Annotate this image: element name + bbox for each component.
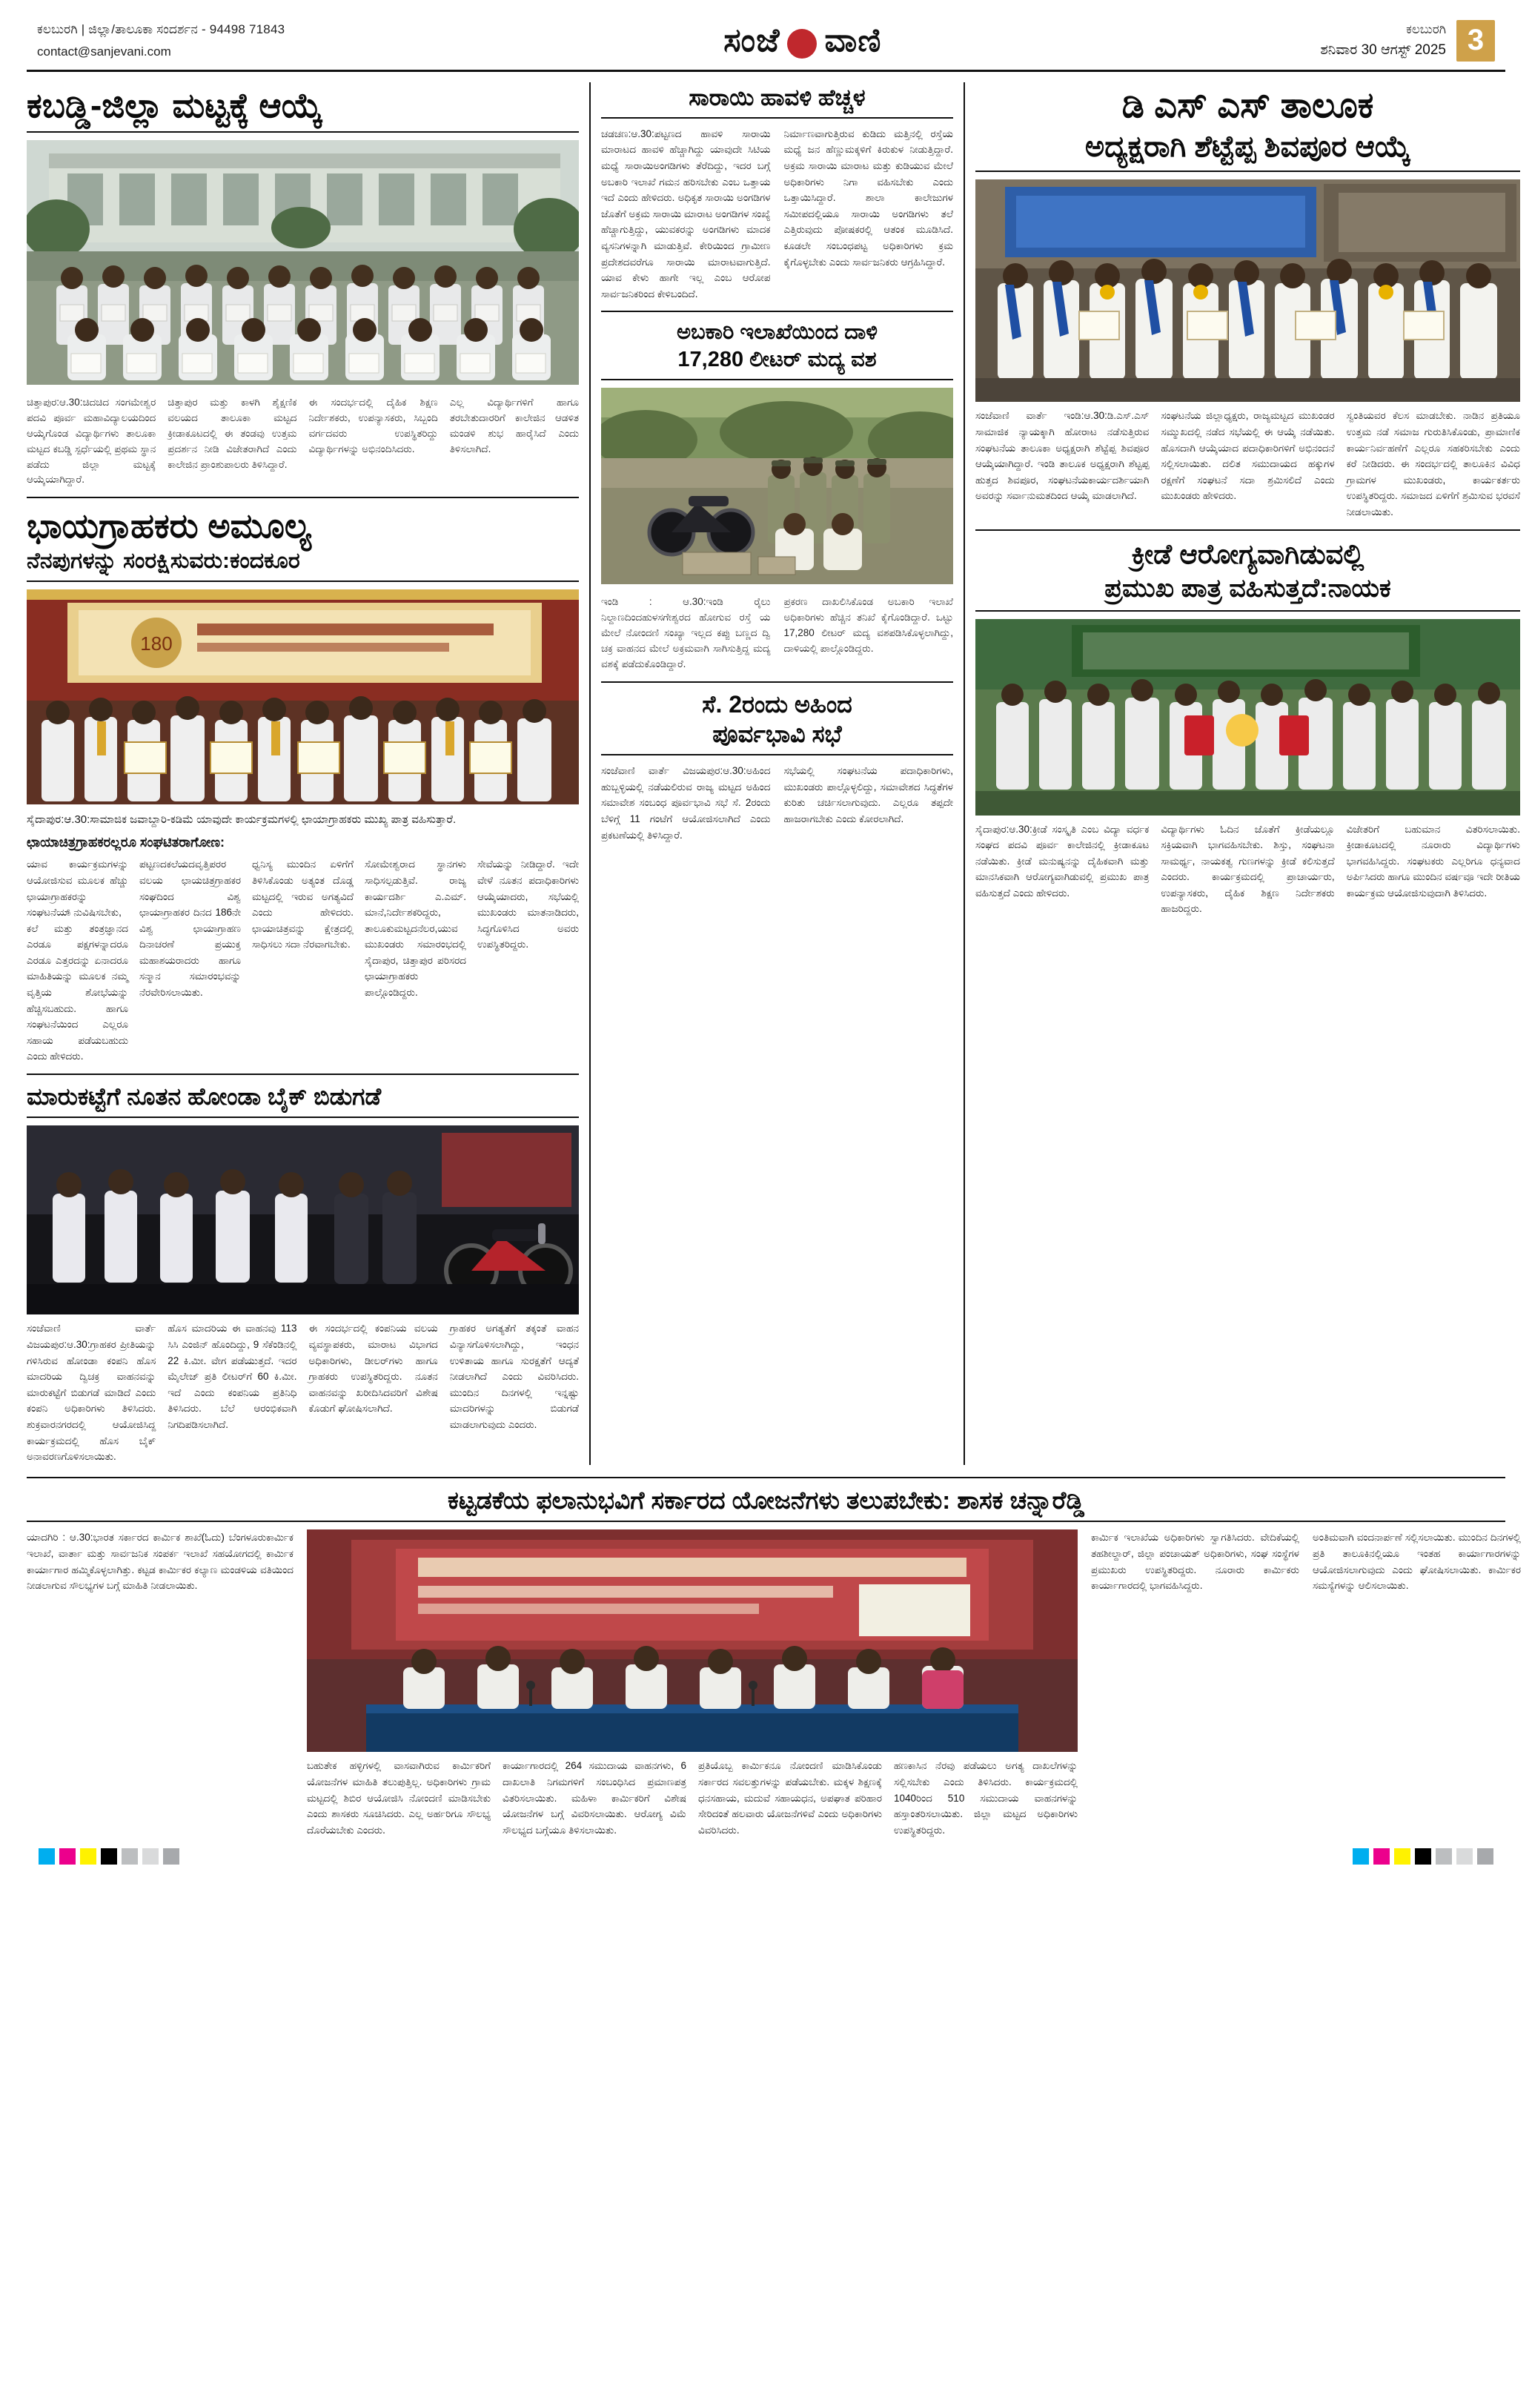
story-dss-headline-1: ಡಿ ಎಸ್ ಎಸ್ ತಾಲೂಕ xyxy=(1121,85,1374,125)
masthead-title-part2: ವಾಣಿ xyxy=(824,22,882,59)
body-col: ಹೊಸ ಮಾದರಿಯ ಈ ವಾಹನವು 113 ಸಿಸಿ ಎಂಜಿನ್ ಹೊಂದಿದ್ದು, 9 ಸೆಕೆಂಡಿನಲ್ಲಿ 22 ಕಿ.ಮೀ. ವೇಗ ಪಡೆಯುತ್ತದೆ. ಇದರ ಮೈಲೇಜ್ ಪ್ರತಿ ಲೀಟರ್‌ಗೆ 60 ಕಿ.ಮೀ. ಇದೆ ಎಂದು ಕಂಪನಿಯ ಪ್ರತಿನಿಧಿ ತಿಳಿಸಿದರು. ಬೆಲೆ ಆರಂಭಿಕವಾಗಿ ನಿಗದಿಪಡಿಸಲಾಗಿದೆ. xyxy=(168,1323,297,1430)
story-kabaddi xyxy=(27,85,579,489)
story-kabaddi-headline: ಕಬಡ್ಡಿ-ಜಿಲ್ಲಾ ಮಟ್ಟಕ್ಕೆ ಆಯ್ಕೆ xyxy=(27,85,579,133)
body-col: ನಿರ್ಮಾಣವಾಗುತ್ತಿರುವ ಕುಡಿದು ಮತ್ತಿನಲ್ಲಿ ರಸ್ತೆಯ ಮಧ್ಯೆ ಜನ ಹೆಣ್ಣುಮಕ್ಕಳಿಗೆ ಕಿರುಕುಳ ನೀಡುತ್ತಿದ್ದಾರೆ. ಅಕ್ರಮ ಸಾರಾಯಿ ಮಾರಾಟ ಮತ್ತು ಕುಡಿಯುವ ಮೇಲೆ ಅಧಿಕಾರಿಗಳು ನಿಗಾ ವಹಿಸಬೇಕು ಎಂದು ಒತ್ತಾಯಿಸಿದ್ದಾರೆ. ಶಾಲಾ ಕಾಲೇಜುಗಳ ಸಮೀಪದಲ್ಲಿಯೂ ಸಾರಾಯಿ ಅಂಗಡಿಗಳು ತಲೆ ಎತ್ತಿರುವುದು ಪೋಷಕರಲ್ಲಿ ಆತಂಕ ಮೂಡಿಸಿದೆ. ಕೂಡಲೇ ಸಂಬಂಧಪಟ್ಟ ಅಧಿಕಾರಿಗಳು ಕ್ರಮ ಕೈಗೊಳ್ಳಬೇಕು ಎಂದು ಸಾರ್ವಜನಿಕರು ಆಗ್ರಹಿಸಿದ್ದಾರೆ. xyxy=(783,128,953,268)
caption-col: ಪ್ರಕರಣ ದಾಖಲಿಸಿಕೊಂಡ ಅಬಕಾರಿ ಇಲಾಖೆ ಅಧಿಕಾರಿಗಳು ಹೆಚ್ಚಿನ ತನಿಖೆ ಕೈಗೊಂಡಿದ್ದಾರೆ. ಒಟ್ಟು 17,280 ಲೀಟರ್ ಮದ್ಯ ವಶಪಡಿಸಿಕೊಳ್ಳಲಾಗಿದ್ದು, ದಾಳಿಯಲ್ಲಿ ಪಾಲ್ಗೊಂಡಿದ್ದರು. xyxy=(783,595,953,654)
story-photographers xyxy=(27,506,579,1065)
divider xyxy=(975,529,1520,531)
story-dss-body xyxy=(975,408,1520,520)
masthead-contact-line2: contact@sanjevani.com xyxy=(37,44,171,59)
color-swatch xyxy=(101,1848,117,1865)
story-photographers-subhead: ನೆನಪುಗಳನ್ನು ಸಂರಕ್ಷಿಸುವರು:ಕಂದಕೂರ xyxy=(27,548,579,582)
story-sports-headline-2: ಪ್ರಮುಖ ಪಾತ್ರ ವಹಿಸುತ್ತದೆ:ನಾಯಕ xyxy=(975,573,1520,611)
photo-dss-felicitation xyxy=(975,179,1520,402)
body-col: ಸೋಮೇಶ್ವರಾದ ಸ್ಥಾನಗಳು ಸಾಧಿಸಲ್ಪಡುತ್ತಿವೆ. ರಾಜ್ಯ ಕಾರ್ಯದರ್ಶಿ ಎ.ಎಮ್. ಮಾನೆ,ನಿರ್ದೇಶಕರಿದ್ದರು, ತಾಲೂಕುಮಟ್ಟದನೆಲರ,ಯುವ ಮುಖಂಡರು ಸಮಾರಂಭದಲ್ಲಿ ಸೈದಾಪುರ, ಚಿತ್ತಾಪುರ ಪರಿಸರದ ಛಾಯಾಗ್ರಾಹಕರು ಪಾಲ್ಗೊಂಡಿದ್ದರು. xyxy=(365,859,466,999)
masthead xyxy=(27,0,1505,72)
masthead-title-part1: ಸಂಜೆ xyxy=(723,22,780,59)
divider xyxy=(601,311,953,312)
story-ahinda-headline-1: ಸೆ. 2ರಂದು ಅಹಿಂದ xyxy=(702,690,852,718)
masthead-date: ಶನಿವಾರ 30 ಆಗಸ್ಟ್ 2025 xyxy=(1320,42,1446,59)
story-ahinda-headline-2: ಪೂರ್ವಭಾವಿ ಸಭೆ xyxy=(601,720,953,755)
story-labour-workshop xyxy=(27,1477,1521,1839)
story-honda-headline: ಮಾರುಕಟ್ಟೆಗೆ ನೂತನ ಹೋಂಡಾ ಬೈಕ್ ಬಿಡುಗಡೆ xyxy=(27,1082,579,1118)
body-col: ಧ್ವನಿಸ್ಯ ಮುಂದಿನ ಏಳಿಗೆಗೆ ತಿಳಿಸಿಕೊಂಡು ಅತ್ಯಂತ ದೊಡ್ಡ ಮಟ್ಟದಲ್ಲಿ ಇರುವ ಅಗತ್ಯವಿದೆ ಎಂದು ಹೇಳಿದರು. ಛಾಯಾಚಿತ್ರವನ್ನು ಕ್ಷೇತ್ರದಲ್ಲಿ ಸಾಧಿಸಲು ಸದಾ ನೆರವಾಗಬೇಕು. xyxy=(252,859,354,950)
photo-photographers-stage xyxy=(27,589,579,804)
divider xyxy=(27,497,579,498)
story-sports-headline-1: ಕ್ರೀಡೆ ಆರೋಗ್ಯವಾಗಿಡುವಲ್ಲಿ xyxy=(1131,538,1364,569)
story-excise-headline-1: ಅಬಕಾರಿ ಇಲಾಖೆಯಿಂದ ದಾಳಿ xyxy=(676,320,878,345)
body-col: ಕಾರ್ಮಿಕ ಇಲಾಖೆಯ ಅಧಿಕಾರಿಗಳು ಸ್ವಾಗತಿಸಿದರು. ವೇದಿಕೆಯಲ್ಲಿ ತಹಶೀಲ್ದಾರ್, ಜಿಲ್ಲಾ ಪಂಚಾಯತ್ ಅಧಿಕಾರಿಗಳು, ಸಂಘ ಸಂಸ್ಥೆಗಳ ಪ್ರಮುಖರು ಉಪಸ್ಥಿತರಿದ್ದರು. ನೂರಾರು ಕಾರ್ಮಿಕರು ಕಾರ್ಯಾಗಾರದಲ್ಲಿ ಭಾಗವಹಿಸಿದ್ದರು. xyxy=(1091,1532,1299,1592)
color-swatch xyxy=(1373,1848,1390,1865)
color-swatch xyxy=(142,1848,159,1865)
story-photographers-body xyxy=(27,856,579,1065)
column-left xyxy=(27,82,579,1465)
body-col: ಸಂಜೆವಾಣಿ ವಾರ್ತೆ ವಿಜಯಪುರ:ಆ.30:ಗ್ರಾಹಕರ ಪ್ರೀತಿಯನ್ನು ಗಳಿಸಿರುವ ಹೋಂಡಾ ಕಂಪನಿ ಹೊಸ ಮಾದರಿಯ ದ್ವಿಚಕ್ರ ವಾಹನವನ್ನು ಮಾರುಕಟ್ಟೆಗೆ ಬಿಡುಗಡೆ ಮಾಡಿದೆ ಎಂದು ಕಂಪನಿ ಅಧಿಕಾರಿಗಳು ತಿಳಿಸಿದರು. ಶುಕ್ರವಾರನಗರದಲ್ಲಿ ಆಯೋಜಿಸಿದ್ದ ಕಾರ್ಯಕ್ರಮದಲ್ಲಿ ಹೊಸ ಬೈಕ್ ಅನಾವರಣಗೊಳಿಸಲಾಯಿತು. xyxy=(27,1323,156,1463)
story-ahinda-body xyxy=(601,763,953,843)
story-liquor xyxy=(601,84,953,302)
story-sports-body xyxy=(975,821,1520,918)
photo-honda-launch xyxy=(27,1125,579,1314)
masthead-date-block xyxy=(1320,19,1495,62)
divider xyxy=(601,681,953,683)
masthead-contact-line1: ಕಲಬುರಗಿ | ಜಿಲ್ಲಾ/ತಾಲೂಕಾ ಸಂದರ್ಶನ - 94498 71843 xyxy=(37,22,285,37)
registration-color-bar xyxy=(27,1838,1505,1881)
column-divider xyxy=(589,82,591,1465)
main-content xyxy=(27,72,1520,1465)
story-honda xyxy=(27,1082,579,1465)
story-labour-body-mid xyxy=(307,1758,1078,1838)
color-swatch xyxy=(1456,1848,1473,1865)
color-swatch xyxy=(1415,1848,1431,1865)
photo-kabaddi-group xyxy=(27,140,579,385)
body-col: ವಿಜೇತರಿಗೆ ಬಹುಮಾನ ವಿತರಿಸಲಾಯಿತು. ಕ್ರೀಡಾಕೂಟದಲ್ಲಿ ನೂರಾರು ವಿದ್ಯಾರ್ಥಿಗಳು ಭಾಗವಹಿಸಿದ್ದರು. ಸಂಘಟಕರು ಎಲ್ಲರಿಗೂ ಧನ್ಯವಾದ ಅರ್ಪಿಸಿದರು ಹಾಗೂ ಮುಂದಿನ ವರ್ಷವೂ ಇದೇ ರೀತಿಯ ಕಾರ್ಯಕ್ರಮ ಆಯೋಜಿಸುವುದಾಗಿ ತಿಳಿಸಿದರು. xyxy=(1346,823,1520,899)
story-honda-body xyxy=(27,1320,579,1464)
body-col: ಪಟ್ಟಣದಕಲೆಯದವೃತ್ತಿಪರರ ವಲಯ ಛಾಯಚಿತ್ರಗ್ರಾಹಕರ ಸಂಘದಿಂದ ವಿಶ್ವ ಛಾಯಾಗ್ರಾಹಕರ ದಿನದ 186ನೇ ವಿಶ್ವ ಛಾಯಾಗ್ರಾಹಣ ದಿನಾಚರಣೆ ಪ್ರಯುಕ್ತ ಮಹಾಶಯರಾದರು ಹಾಗೂ ಸನ್ಮಾನ ಸಮಾರಂಭವನ್ನು ನೆರವೇರಿಸಲಾಯಿತು. xyxy=(139,859,241,999)
story-liquor-headline: ಸಾರಾಯಿ ಹಾವಳಿ ಹೆಚ್ಚಳ xyxy=(601,84,953,119)
color-swatch xyxy=(1436,1848,1452,1865)
story-photographers-headline-pre: ಭಾಯ xyxy=(27,506,99,546)
body-col: ಯಾದಗಿರಿ : ಆ.30:ಭಾರತ ಸರ್ಕಾರದ ಕಾರ್ಮಿಕ ಶಾಖೆ(ಓದು) ಬೆಂಗಳೂರುಕಾರ್ಮಿಕ ಇಲಾಖೆ, ವಾರ್ತಾ ಮತ್ತು ಸಾರ್ವಜನಿಕ ಸಂಪರ್ಕ ಇಲಾಖೆ ಸಹಯೋಗದಲ್ಲಿ ಕಾರ್ಮಿಕ ಕಾರ್ಯಾಗಾರ ಹಮ್ಮಿಕೊಳ್ಳಲಾಗಿತ್ತು. ಕಟ್ಟಡ ಕಾರ್ಮಿಕರ ಕಲ್ಯಾಣ ಮಂಡಳಿಯ ವತಿಯಿಂದ ನೀಡಲಾಗುವ ಸೌಲಭ್ಯಗಳ ಬಗ್ಗೆ ಮಾಹಿತಿ ನೀಡಲಾಯಿತು. xyxy=(27,1532,294,1592)
story-excise-raid xyxy=(601,320,953,672)
masthead-edition: ಕಲಬುರಗಿ xyxy=(1406,22,1446,36)
story-excise-headline-2: 17,280 ಲೀಟರ್ ಮದ್ಯ ವಶ xyxy=(601,347,953,380)
photo-labour-workshop xyxy=(307,1529,1078,1752)
column-middle xyxy=(601,82,953,1465)
caption-col: ಚಿತ್ತಾಪುರ:ಆ.30:ಚಿದಚಿದ ಸಂಗಮೇಶ್ವರ ಪದವಿ ಪೂರ್ವ ಮಹಾವಿದ್ಯಾಲಯದಿಂದ ಆಯ್ಕೆಗೊಂಡ ವಿದ್ಯಾರ್ಥಿಗಳು ತಾಲೂಕಾ ಮಟ್ಟದ ಕಬಡ್ಡಿ ಸ್ಪರ್ಧೆಯಲ್ಲಿ ಪ್ರಥಮ ಸ್ಥಾನ ಪಡೆದು ಜಿಲ್ಲಾ ಮಟ್ಟಕ್ಕೆ ಆಯ್ಕೆಯಾಗಿದ್ದಾರೆ. xyxy=(27,396,156,486)
story-excise-captions xyxy=(601,590,953,672)
story-dss-headline-2: ಅದ್ಯಕ್ಷರಾಗಿ ಶೆಟ್ಟೆಪ್ಪ ಶಿವಪೂರ ಆಯ್ಕೆ xyxy=(975,130,1520,172)
page-number: 3 xyxy=(1456,20,1495,62)
body-col: ಯಾವ ಕಾರ್ಯಕ್ರಮಗಳನ್ನು ಆಯೋಜಿಸುವ ಮೂಲಕ ಹೆಚ್ಚು ಛಾಯಾಗ್ರಾಹಕರನ್ನು ಸಂಘಟನೆಯಾ್ನುವಿಷಿಸಬೇಕು, ಕಲೆ ಮತ್ತು ತಂತ್ರಜ್ಞಾನದ ಎರಡೂ ಪಕ್ಷಗಳನ್ನಾದರೂ ಎರಡೂ ಎತ್ತರದನ್ನು ಏನಾದರೂ ಮಾಹಿತಿಯನ್ನು ಮೂಲಕ ನಮ್ಮ ವೃತ್ತಿಯ ಶೋಭೆಯನ್ನು ಹೆಚ್ಚಿಸಬಹುದು. ಹಾಗೂ ಸಂಘಟನೆಯಿಂದ ಎಲ್ಲರೂ ಸಹಾಯ ಪಡೆಯಬಹುದು ಎಂದು ಹೇಳಿದರು. xyxy=(27,859,128,1062)
color-swatch xyxy=(59,1848,76,1865)
body-col: ಕಾರ್ಯಾಗಾರದಲ್ಲಿ 264 ಸಮುದಾಯ ವಾಹನಗಳು, 6 ದಾಖಲಾತಿ ನಿಗಮಗಳಿಗೆ ಸಂಬಂಧಿಸಿದ ಪ್ರಮಾಣಪತ್ರ ವಿತರಿಸಲಾಯಿತು. ಮಹಿಳಾ ಕಾರ್ಮಿಕರಿಗೆ ವಿಶೇಷ ಯೋಜನೆಗಳ ಬಗ್ಗೆ ವಿವರಿಸಲಾಯಿತು. ಆರೋಗ್ಯ ವಿಮೆ ಸೌಲಭ್ಯದ ಬಗ್ಗೆಯೂ ತಿಳಿಸಲಾಯಿತು. xyxy=(503,1760,686,1836)
photo-excise-raid xyxy=(601,388,953,584)
body-col: ಸ್ವಂತಿಯವರ ಕೆಲಸ ಮಾಡಬೇಕು. ನಾಡಿನ ಪ್ರತಿಯೂ ಉತ್ತಮ ನಡೆ ಸಮಾಜ ಗುರುತಿಸಿಕೊಂಡು, ಪ್ರಾಮಾಣಿಕ ಕಾರ್ಯನಿರ್ವಹಣೆಗೆ ಎಲ್ಲರೂ ಸಹಕರಿಸಬೇಕು ಎಂದು ಕರೆ ನೀಡಿದರು. ಈ ಸಂದರ್ಭದಲ್ಲಿ ತಾಲೂಕಿನ ವಿವಿಧ ಗ್ರಾಮಗಳ ಮುಖಂಡರು, ಕಾರ್ಯಕರ್ತರು ಉಪಸ್ಥಿತರಿದ್ದರು. ಸಮಾಜದ ಏಳಿಗೆಗೆ ಶ್ರಮಿಸುವ ಭರವಸೆ ನೀಡಲಾಯಿತು. xyxy=(1346,410,1520,517)
body-col: ಸಂಜೆವಾಣಿ ವಾರ್ತೆ ವಿಜಯಪುರ:ಆ.30:ಅಹಿಂದ ಹುಬ್ಬಳ್ಳಿಯಲ್ಲಿ ನಡೆಯಲಿರುವ ರಾಜ್ಯ ಮಟ್ಟದ ಅಹಿಂದ ಸಮಾವೇಶ ಸಂಬಂಧ ಪೂರ್ವಭಾವಿ ಸಭೆ ಸೆ. 2ರಂದು ಬೆಳಿಗ್ಗೆ 11 ಗಂಟೆಗೆ ಆಯೋಜಿಸಲಾಗಿದೆ ಎಂದು ಪ್ರಕಟಣೆಯಲ್ಲಿ ತಿಳಿಸಿದ್ದಾರೆ. xyxy=(601,765,771,841)
color-swatch xyxy=(163,1848,179,1865)
body-col: ಸಭೆಯಲ್ಲಿ ಸಂಘಟನೆಯ ಪದಾಧಿಕಾರಿಗಳು, ಮುಖಂಡರು ಪಾಲ್ಗೊಳ್ಳಲಿದ್ದು, ಸಮಾವೇಶದ ಸಿದ್ಧತೆಗಳ ಕುರಿತು ಚರ್ಚಿಸಲಾಗುವುದು. ಎಲ್ಲರೂ ತಪ್ಪದೇ ಹಾಜರಾಗಬೇಕು ಎಂದು ಕೋರಲಾಗಿದೆ. xyxy=(783,765,953,825)
story-ahinda xyxy=(601,690,953,844)
story-photographers-caption: ಛಾಯಾಚಿತ್ರಗ್ರಾಹಕರಲ್ಲರೂ ಸಂಘಟಿತರಾಗೋಣ: xyxy=(27,835,225,850)
color-swatch xyxy=(1394,1848,1410,1865)
body-col: ಸಂಘಟನೆಯ ಜಿಲ್ಲಾಧ್ಯಕ್ಷರು, ರಾಜ್ಯಮಟ್ಟದ ಮುಖಂಡರ ಸಮ್ಮುಖದಲ್ಲಿ ನಡೆದ ಸಭೆಯಲ್ಲಿ ಈ ಆಯ್ಕೆ ನಡೆಯಿತು. ಹೊಸದಾಗಿ ಆಯ್ಕೆಯಾದ ಪದಾಧಿಕಾರಿಗಳಿಗೆ ಅಭಿನಂದನೆ ಸಲ್ಲಿಸಲಾಯಿತು. ದಲಿತ ಸಮುದಾಯದ ಹಕ್ಕುಗಳ ರಕ್ಷಣೆಗೆ ಸಂಘಟನೆ ಸದಾ ಶ್ರಮಿಸಲಿದೆ ಎಂದು ಮುಖಂಡರು ಹೇಳಿದರು. xyxy=(1161,410,1335,502)
body-col: ಸೇವೆಯನ್ನು ನೀಡಿದ್ದಾರೆ. ಇದೇ ವೇಳೆ ನೂತನ ಪದಾಧಿಕಾರಿಗಳು ಆಯ್ಕೆಯಾದರು, ಸಭೆಯಲ್ಲಿ ಮುಖಂಡರು ಮಾತನಾಡಿದರು, ಸಿದ್ಧಗೊಳಿಸಿದ ಅವರು ಉಪಸ್ಥಿತರಿದ್ದರು. xyxy=(477,859,579,950)
story-kabaddi-captions xyxy=(27,391,579,489)
color-swatch xyxy=(1353,1848,1369,1865)
color-swatch xyxy=(1477,1848,1493,1865)
svg-text:180: 180 xyxy=(140,632,173,655)
color-swatch xyxy=(39,1848,55,1865)
caption-col: ಎಲ್ಲ ವಿದ್ಯಾರ್ಥಿಗಳಿಗೆ ಹಾಗೂ ತರಬೇತುದಾರರಿಗೆ ಕಾಲೇಜಿನ ಆಡಳಿತ ಮಂಡಳಿ ಶುಭ ಹಾರೈಸಿದೆ ಎಂದು ತಿಳಿಸಲಾಗಿದೆ. xyxy=(449,396,579,454)
story-labour-body-right xyxy=(1091,1529,1521,1838)
caption-col: ಚಿತ್ತಾಪುರ ಮತ್ತು ಕಾಳಗಿ ಶೈಕ್ಷಣಿಕ ವಲಯದ ತಾಲೂಕಾ ಮಟ್ಟದ ಕ್ರೀಡಾಕೂಟದಲ್ಲಿ ಈ ತಂಡವು ಉತ್ತಮ ಪ್ರದರ್ಶನ ನೀಡಿ ವಿಜೇತರಾಗಿದೆ ಎಂದು ಕಾಲೇಜಿನ ಪ್ರಾಂಶುಪಾಲರು ತಿಳಿಸಿದ್ದಾರೆ. xyxy=(168,396,297,470)
caption-col: ಇಂಡಿ : ಆ.30:ಇಂಡಿ ರೈಲು ನಿಲ್ದಾಣದಿಂದಹುಳಸಗೇಶ್ವರದ ಹೋಗುವ ರಸ್ತೆ ಯ ಮೇಲೆ ನೋಂದಣಿ ಸಂಖ್ಯಾ ಇಲ್ಲದ ಕಪ್ಪು ಬಣ್ಣದ ದ್ವಿ ಚಕ್ರ ವಾಹನದ ಮೇಲೆ ಅಕ್ರಮವಾಗಿ ಸಾಗಿಸುತ್ತಿದ್ದ ಮದ್ಯ ವಶಕ್ಕೆ ಪಡೆದುಕೊಂಡಿದ್ದಾರೆ. xyxy=(601,595,771,669)
body-col: ಅಂತಿಮವಾಗಿ ವಂದನಾರ್ಪಣೆ ಸಲ್ಲಿಸಲಾಯಿತು. ಮುಂದಿನ ದಿನಗಳಲ್ಲಿ ಪ್ರತಿ ತಾಲೂಕಿನಲ್ಲಿಯೂ ಇಂತಹ ಕಾರ್ಯಾಗಾರಗಳನ್ನು ಆಯೋಜಿಸಲಾಗುವುದು ಎಂದು ಘೋಷಿಸಲಾಯಿತು. ಕಾರ್ಮಿಕರ ಸಮಸ್ಯೆಗಳನ್ನು ಆಲಿಸಲಾಯಿತು. xyxy=(1313,1532,1521,1592)
color-swatches-right xyxy=(1353,1848,1493,1865)
body-col: ಸೈದಾಪುರ:ಆ.30:ಕ್ರೀಡೆ ಸಂಸ್ಕೃತಿ ಎಂಬ ವಿದ್ಯಾ ವರ್ಧಕ ಸಂಘದ ಪದವಿ ಪೂರ್ವ ಕಾಲೇಜಿನಲ್ಲಿ ಕ್ರೀಡಾಕೂಟ ನಡೆಯಿತು. ಕ್ರೀಡೆ ಮನುಷ್ಯನನ್ನು ದೈಹಿಕವಾಗಿ ಮತ್ತು ಮಾನಸಿಕವಾಗಿ ಆರೋಗ್ಯವಾಗಿಡುವಲ್ಲಿ ಪ್ರಮುಖ ಪಾತ್ರ ವಹಿಸುತ್ತದೆ ಎಂದು ಹೇಳಿದರು. xyxy=(975,823,1150,899)
divider xyxy=(27,1074,579,1075)
body-col: ಪ್ರತಿಯೊಬ್ಬ ಕಾರ್ಮಿಕನೂ ನೋಂದಣಿ ಮಾಡಿಸಿಕೊಂಡು ಸರ್ಕಾರದ ಸವಲತ್ತುಗಳನ್ನು ಪಡೆಯಬೇಕು. ಮಕ್ಕಳ ಶಿಕ್ಷಣಕ್ಕೆ ಧನಸಹಾಯ, ಮದುವೆ ಸಹಾಯಧನ, ಅಪಘಾತ ಪರಿಹಾರ ಸೇರಿದಂತೆ ಹಲವಾರು ಯೋಜನೆಗಳಿವೆ ಎಂದು ಅಧಿಕಾರಿಗಳು ವಿವರಿಸಿದರು. xyxy=(698,1760,882,1836)
body-col: ಈ ಸಂದರ್ಭದಲ್ಲಿ ಕಂಪನಿಯ ವಲಯ ವ್ಯವಸ್ಥಾಪಕರು, ಮಾರಾಟ ವಿಭಾಗದ ಅಧಿಕಾರಿಗಳು, ಡೀಲರ್‌ಗಳು ಹಾಗೂ ಗ್ರಾಹಕರು ಉಪಸ್ಥಿತರಿದ್ದರು. ನೂತನ ವಾಹನವನ್ನು ಖರೀದಿಸಿದವರಿಗೆ ವಿಶೇಷ ಕೊಡುಗೆ ಘೋಷಿಸಲಾಗಿದೆ. xyxy=(308,1323,438,1415)
body-col: ಸಂಜೆವಾಣಿ ವಾರ್ತೆ ಇಂಡಿ:ಆ.30:ಡಿ.ಎಸ್.ಎಸ್ ಸಾಮಾಜಿಕ ನ್ಯಾಯಕ್ಕಾಗಿ ಹೋರಾಟ ನಡೆಸುತ್ತಿರುವ ಸಂಘಟನೆಯ ತಾಲೂಕಾ ಅಧ್ಯಕ್ಷರಾಗಿ ಶೆಟ್ಟೆಪ್ಪ ಶಿವಪೂರ ಆಯ್ಕೆಯಾಗಿದ್ದಾರೆ. ಇಂಡಿ ತಾಲೂಕ ಅಧ್ಯಕ್ಷರಾಗಿ ಶೆಟ್ಟಪ್ಪ ಹುತ್ತದ ಶಿವಪೂರ, ಸಂಘಟನೆಯಕಾರ್ಯದರ್ಶಿಯಾಗಿ ಅವರನ್ನು ಸರ್ವಾನುಮತದಿಂದ ಆಯ್ಕೆ ಮಾಡಲಾಗಿದೆ. xyxy=(975,410,1150,502)
body-col: ಬಹುತೇಕ ಹಳ್ಳಿಗಳಲ್ಲಿ ವಾಸವಾಗಿರುವ ಕಾರ್ಮಿಕರಿಗೆ ಯೋಜನೆಗಳ ಮಾಹಿತಿ ತಲುಪುತ್ತಿಲ್ಲ. ಅಧಿಕಾರಿಗಳು ಗ್ರಾಮ ಮಟ್ಟದಲ್ಲಿ ಶಿಬಿರ ಆಯೋಜಿಸಿ ನೋಂದಣಿ ಮಾಡಿಸಬೇಕು ಎಂದು ಶಾಸಕರು ಸೂಚಿಸಿದರು. ಎಲ್ಲ ಅರ್ಹರಿಗೂ ಸೌಲಭ್ಯ ದೊರೆಯಬೇಕು ಎಂದರು. xyxy=(307,1760,491,1836)
story-photographers-headline: ಗ್ರಾಹಕರು ಅಮೂಲ್ಯ xyxy=(98,506,311,546)
story-sports-health xyxy=(975,538,1520,918)
masthead-contact xyxy=(37,20,285,61)
logo-dot-icon xyxy=(787,29,817,59)
color-swatch xyxy=(80,1848,96,1865)
color-swatch xyxy=(122,1848,138,1865)
story-photographers-dateline: ಸೈದಾಪುರ:ಆ.30:ಸಾಮಾಜಿಕ ಜವಾಬ್ದಾರಿ-ಕಡಿಮೆ ಯಾವುದೇ ಕಾರ್ಯಕ್ರಮಗಳಲ್ಲಿ ಛಾಯಾಗ್ರಾಹಕರು ಮುಖ್ಯ ಪಾತ್ರ ವಹಿಸುತ್ತಾರೆ. xyxy=(27,813,457,826)
body-col: ವಿದ್ಯಾರ್ಥಿಗಳು ಓದಿನ ಜೊತೆಗೆ ಕ್ರೀಡೆಯಲ್ಲೂ ಸಕ್ರಿಯವಾಗಿ ಭಾಗವಹಿಸಬೇಕು. ಶಿಸ್ತು, ಸಂಘಟನಾ ಸಾಮರ್ಥ್ಯ, ನಾಯಕತ್ವ ಗುಣಗಳನ್ನು ಕ್ರೀಡೆ ಕಲಿಸುತ್ತದೆ ಎಂದರು. ಕಾರ್ಯಕ್ರಮದಲ್ಲಿ ಪ್ರಾಚಾರ್ಯರು, ಉಪನ್ಯಾಸಕರು, ದೈಹಿಕ ಶಿಕ್ಷಣ ನಿರ್ದೇಶಕರು ಹಾಜರಿದ್ದರು. xyxy=(1161,823,1335,915)
color-swatches-left xyxy=(39,1848,179,1865)
masthead-logo xyxy=(723,22,881,59)
photo-sports-group xyxy=(975,619,1520,816)
story-liquor-body xyxy=(601,126,953,302)
body-col: ಚಡಚಣ:ಆ.30:ಪಟ್ಟಣದ ಹಾವಳಿ ಸಾರಾಯಿ ಮಾರಾಟದ ಹಾವಳಿ ಹೆಚ್ಚಾಗಿದ್ದು ಯಾವುದೇ ಸಿಟಿಯ ಮಧ್ಯೆ ಸಾರಾಯಿಅಂಗಡಿಗಳು ತೆರೆದಿದ್ದು, ಇದರ ಬಗ್ಗೆ ಅಬಕಾರಿ ಇಲಾಖೆ ಗಮನ ಹರಿಸಬೇಕು ಎಂಬ ಒತ್ತಾಯ ಇದೆ ಎಂದು ಹೇಳಿದರು. ಅಧಿಕೃತ ಸಾರಾಯಿ ಅಂಗಡಿಗಳ ಜೊತೆಗೆ ಅಕ್ರಮ ಸಾರಾಯಿ ಮಾರಾಟ ಅಂಗಡಿಗಳ ಸಂಖ್ಯೆ ಹೆಚ್ಚಾಗುತ್ತಿದ್ದು, ಯುವಕರನ್ನು ಅಂಗಡಿಗಳು ಮಾದಕ ವ್ಯಸನಿಗಳನ್ನಾಗಿ ಮಾಡುತ್ತಿವೆ. ಕೇರಿಯಿಂದ ಗ್ರಾಮೀಣ ಪ್ರದೇಶದವರೆಗೂ ಸಾರಾಯಿ ಮಾರಾಟವಾಗುತ್ತಿದೆ. ಯಾವ ಕೇಳು ಹಾಗೇ ಇಲ್ಲ ಎಂಬ ಆರೋಪ ಸಾರ್ವಜನಿಕರಿಂದ ಕೇಳಿಬಂದಿದೆ. xyxy=(601,128,771,300)
column-divider xyxy=(964,82,965,1465)
caption-col: ಈ ಸಂದರ್ಭದಲ್ಲಿ ದೈಹಿಕ ಶಿಕ್ಷಣ ನಿರ್ದೇಶಕರು, ಉಪನ್ಯಾಸಕರು, ಸಿಬ್ಬಂದಿ ವರ್ಗದವರು ಉಪಸ್ಥಿತರಿದ್ದು ವಿದ್ಯಾರ್ಥಿಗಳನ್ನು ಅಭಿನಂದಿಸಿದರು. xyxy=(308,396,438,454)
body-col: ಹಣಕಾಸಿನ ನೆರವು ಪಡೆಯಲು ಅಗತ್ಯ ದಾಖಲೆಗಳನ್ನು ಸಲ್ಲಿಸಬೇಕು ಎಂದು ತಿಳಿಸಿದರು. ಕಾರ್ಯಕ್ರಮದಲ್ಲಿ 1040ರಿಂದ 510 ಸಮುದಾಯ ವಾಹನಗಳನ್ನು ಹಸ್ತಾಂತರಿಸಲಾಯಿತು. ಜಿಲ್ಲಾ ಮಟ್ಟದ ಅಧಿಕಾರಿಗಳು ಉಪಸ್ಥಿತರಿದ್ದರು. xyxy=(894,1760,1078,1836)
story-labour-headline: ಕಟ್ಟಡಕೆಯ ಫಲಾನುಭವಿಗೆ ಸರ್ಕಾರದ ಯೋಜನೆಗಳು ತಲುಪಬೇಕು: ಶಾಸಕ ಚನ್ನಾರೆಡ್ಡಿ xyxy=(27,1486,1505,1523)
story-labour-layout xyxy=(27,1529,1521,1838)
body-col: ಗ್ರಾಹಕರ ಅಗತ್ಯತೆಗೆ ತಕ್ಕಂತೆ ವಾಹನ ವಿನ್ಯಾಸಗೊಳಿಸಲಾಗಿದ್ದು, ಇಂಧನ ಉಳಿತಾಯ ಹಾಗೂ ಸುರಕ್ಷತೆಗೆ ಆದ್ಯತೆ ನೀಡಲಾಗಿದೆ ಎಂದು ವಿವರಿಸಿದರು. ಮುಂದಿನ ದಿನಗಳಲ್ಲಿ ಇನ್ನಷ್ಟು ಮಾದರಿಗಳನ್ನು ಬಿಡುಗಡೆ ಮಾಡಲಾಗುವುದು ಎಂದರು. xyxy=(449,1323,579,1430)
divider xyxy=(27,1477,1505,1478)
column-right xyxy=(975,82,1520,1465)
story-dss xyxy=(975,85,1520,520)
photo-and-text xyxy=(307,1529,1078,1838)
